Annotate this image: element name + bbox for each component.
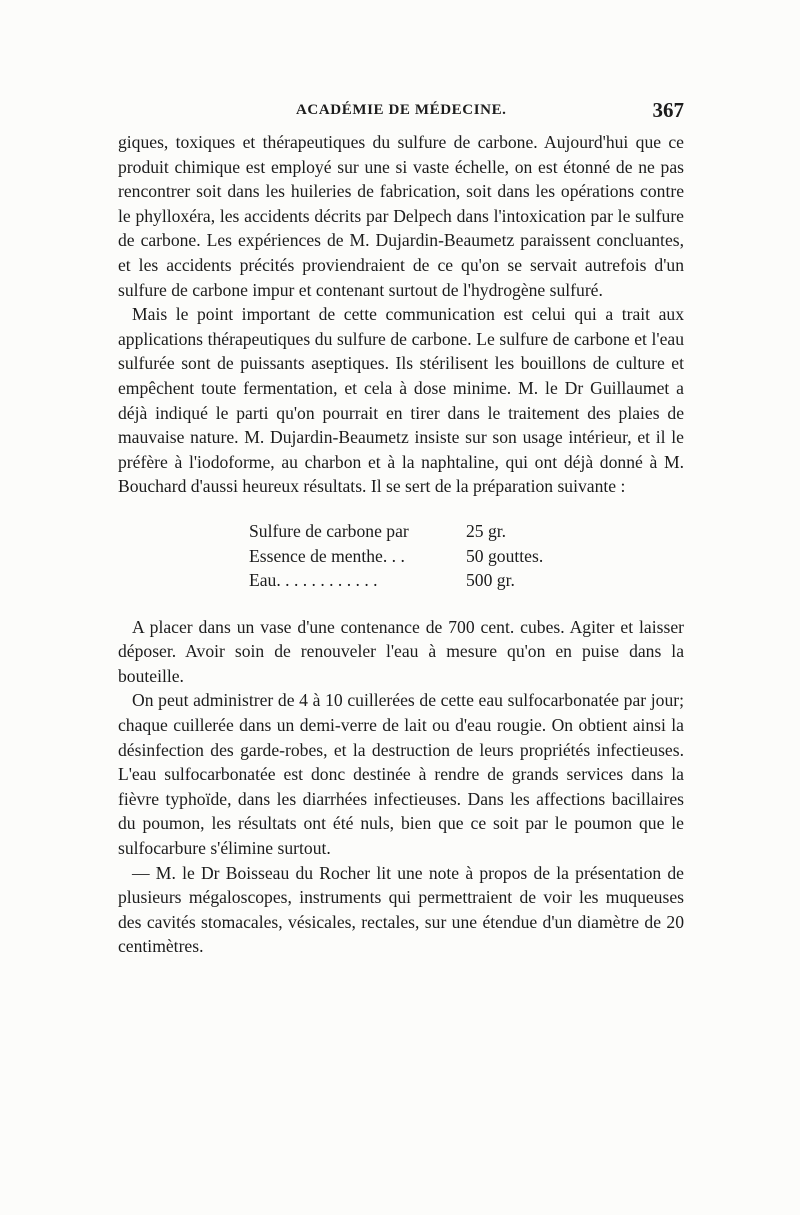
paragraph-preparation-instructions: A placer dans un vase d'une contenance de 700 cent. cubes. Agiter et laisser déposer. Avoir soin de renouveler l'eau à mesure qu'on en puise dans la bouteille.: [118, 616, 684, 686]
paragraph-megaloscopes: — M. le Dr Boisseau du Rocher lit une note à propos de la présentation de plusieurs mégaloscopes, instruments qui permettraient de voir les muqueuses des cavités stomacales, vésicales, rectales, sur une étendue d'un diamètre de 20 centimètres.: [118, 862, 684, 957]
recipe-row: [249, 544, 684, 569]
recipe-table: [249, 519, 684, 593]
recipe-row: [249, 519, 684, 544]
running-title: ACADÉMIE DE MÉDECINE.: [296, 102, 507, 118]
text-block: [118, 130, 684, 959]
page-number: 367: [652, 98, 684, 122]
recipe-ingredient: Eau. . . . . . . . . . . .: [249, 570, 378, 591]
recipe-ingredient: Sulfure de carbone par: [249, 520, 409, 541]
recipe-amount: 500 gr.: [466, 570, 515, 591]
recipe-amount: 50 gouttes.: [466, 545, 544, 566]
recipe-ingredient: Essence de menthe. . .: [249, 545, 405, 566]
paragraph-therapeutic-applications: Mais le point important de cette communication est celui qui a trait aux applications thérapeutiques du sulfure de carbone. Le sulfure de carbone et l'eau sulfurée sont de puissants aseptiques. Ils stérilisent les bouillons de culture et empêchent toute fermentation, et cela à dose minime. M. le Dr Guillaumet a déjà indiqué le parti qu'on pourrait en tirer dans le traitement des plaies de mauvaise nature. M. Dujardin-Beaumetz insiste sur son usage intérieur, et il le préfère à l'iodoforme, au charbon et à la naphtaline, qui ont déjà donné à M. Bouchard d'aussi heureux résultats. Il se sert de la préparation suivante :: [118, 304, 684, 497]
recipe-amount: 25 gr.: [466, 520, 507, 541]
running-head: [118, 98, 684, 122]
recipe-row: [249, 568, 684, 593]
paragraph-dosage: On peut administrer de 4 à 10 cuillerées de cette eau sulfocarbonatée par jour; chaque cuillerée dans un demi-verre de lait ou d'eau rougie. On obtient ainsi la désinfection des garde-robes, et la destruction de leurs propriétés infectieuses. L'eau sulfocarbonatée est donc destinée à rendre de grands services dans la fièvre typhoïde, dans les diarrhées infectieuses. Dans les affections bacillaires du poumon, les résultats ont été nuls, bien que ce soit par le poumon que le sulfocarbure s'élimine surtout.: [118, 690, 684, 859]
paragraph-continuation: giques, toxiques et thérapeutiques du sulfure de carbone. Aujourd'hui que ce produit chimique est employé sur une si vaste échelle, on est étonné de ne pas rencontrer soit dans les huileries de fabrication, soit dans les opérations contre le phylloxéra, les accidents décrits par Delpech dans l'intoxication par le sulfure de carbone. Les expériences de M. Dujardin-Beaumetz paraissent concluantes, et les accidents précités proviendraient de ce qu'on se servait autrefois d'un sulfure de carbone impur et contenant surtout de l'hydrogène sulfuré.: [118, 132, 684, 300]
